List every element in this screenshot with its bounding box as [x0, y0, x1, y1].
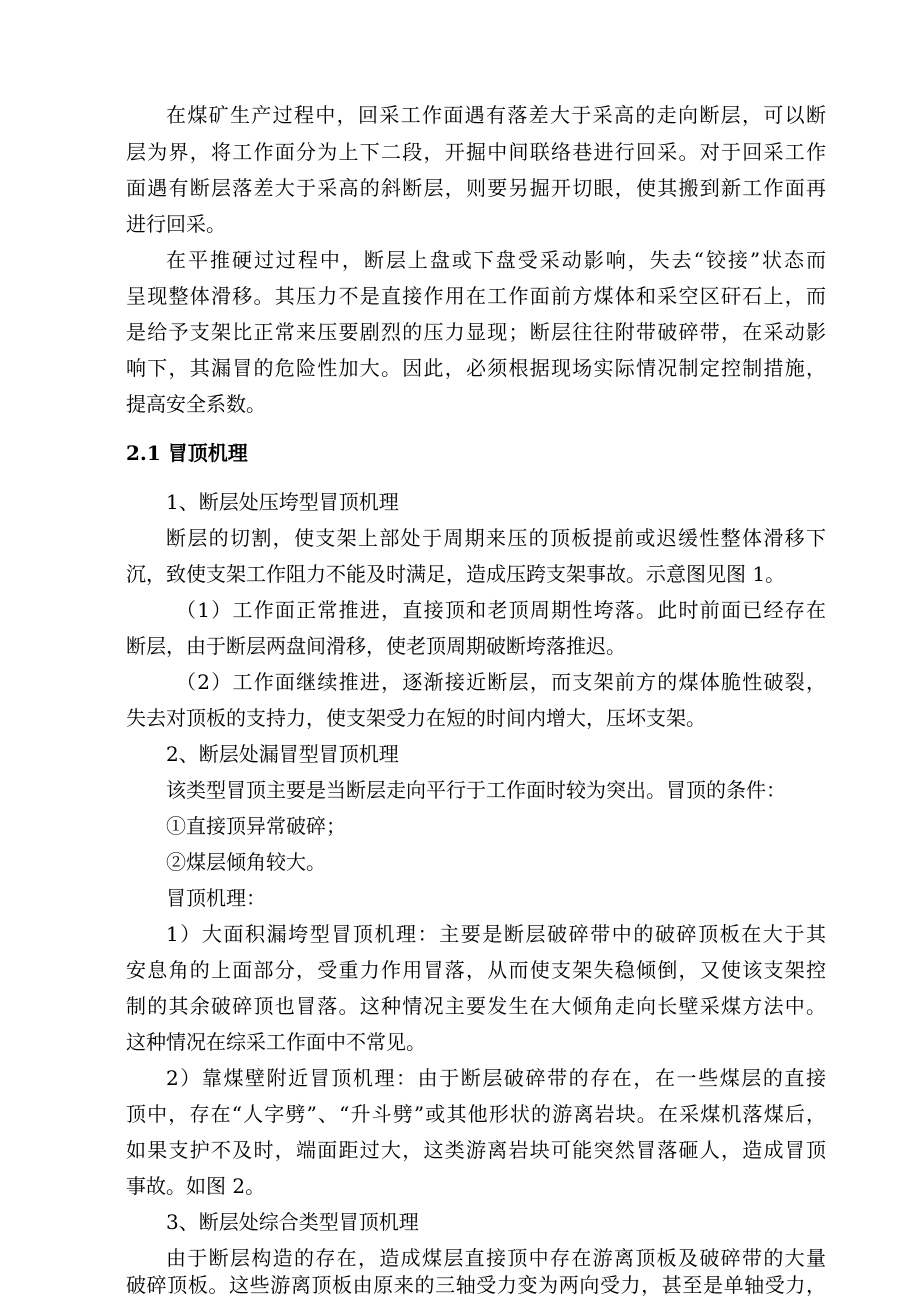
- subheading-line: 2、断层处漏冒型冒顶机理: [166, 742, 399, 766]
- paragraph-line: 如果支护不及时，端面距过大，这类游离岩块可能突然冒落砸人，造成冒顶: [126, 1138, 826, 1162]
- paragraph-line: 提高安全系数。: [126, 392, 266, 416]
- paragraph-line: 在煤矿生产过程中，回采工作面遇有落差大于采高的走向断层，可以断: [166, 103, 826, 127]
- paragraph-line: 制的其余破碎顶也冒落。这种情况主要发生在大倾角走向长壁采煤方法中。: [126, 994, 826, 1018]
- paragraph-line: 由于断层构造的存在，造成煤层直接顶中存在游离顶板及破碎带的大量: [166, 1246, 826, 1270]
- paragraph-line: 断层的切割，使支架上部处于周期来压的顶板提前或迟缓性整体滑移下: [166, 526, 826, 550]
- paragraph-line: 冒顶机理：: [166, 886, 266, 910]
- paragraph-line: 进行回采。: [126, 212, 226, 236]
- paragraph-line: （2）工作面继续推进，逐渐接近断层，而支架前方的煤体脆性破裂，: [176, 670, 826, 694]
- paragraph-line: 在平推硬过过程中，断层上盘或下盘受采动影响，失去“铰接”状态而: [166, 248, 826, 272]
- paragraph-line: 事故。如图 2。: [126, 1174, 266, 1198]
- subheading-line: 3、断层处综合类型冒顶机理: [166, 1210, 419, 1234]
- paragraph-line: 安息角的上面部分，受重力作用冒落，从而使支架失稳倾倒，又使该支架控: [126, 958, 826, 982]
- paragraph-line: 是给予支架比正常来压要剧烈的压力显现；断层往往附带破碎带，在采动影: [126, 320, 826, 344]
- paragraph-line: 该类型冒顶主要是当断层走向平行于工作面时较为突出。冒顶的条件：: [166, 778, 786, 802]
- section-heading: 2.1 冒顶机理: [126, 441, 248, 465]
- paragraph-line: 1）大面积漏垮型冒顶机理：主要是断层破碎带中的破碎顶板在大于其: [166, 922, 826, 946]
- subheading-line: 1、断层处压垮型冒顶机理: [166, 490, 399, 514]
- paragraph-line: 呈现整体滑移。其压力不是直接作用在工作面前方煤体和采空区矸石上，而: [126, 284, 826, 308]
- paragraph-line: 层为界，将工作面分为上下二段，开掘中间联络巷进行回采。对于回采工作: [126, 140, 826, 164]
- paragraph-line: 响下，其漏冒的危险性加大。因此，必须根据现场实际情况制定控制措施，: [126, 356, 826, 380]
- paragraph-line: 断层，由于断层两盘间滑移，使老顶周期破断垮落推迟。: [126, 634, 626, 658]
- list-item: ②煤层倾角较大。: [166, 850, 326, 874]
- list-item: ①直接顶异常破碎；: [166, 814, 346, 838]
- paragraph-line: 破碎顶板。这些游离顶板由原来的三轴受力变为两向受力，甚至是单轴受力，: [126, 1273, 826, 1297]
- paragraph-line: 2）靠煤壁附近冒顶机理：由于断层破碎带的存在，在一些煤层的直接: [166, 1066, 826, 1090]
- paragraph-line: 面遇有断层落差大于采高的斜断层，则要另掘开切眼，使其搬到新工作面再: [126, 176, 826, 200]
- paragraph-line: （1）工作面正常推进，直接顶和老顶周期性垮落。此时前面已经存在: [176, 598, 826, 622]
- paragraph-line: 这种情况在综采工作面中不常见。: [126, 1030, 426, 1054]
- paragraph-line: 失去对顶板的支持力，使支架受力在短的时间内增大，压坏支架。: [126, 706, 706, 730]
- paragraph-line: 沉，致使支架工作阻力不能及时满足，造成压跨支架事故。示意图见图 1。: [126, 562, 786, 586]
- paragraph-line: 顶中，存在“人字劈”、“升斗劈”或其他形状的游离岩块。在采煤机落煤后，: [126, 1102, 826, 1126]
